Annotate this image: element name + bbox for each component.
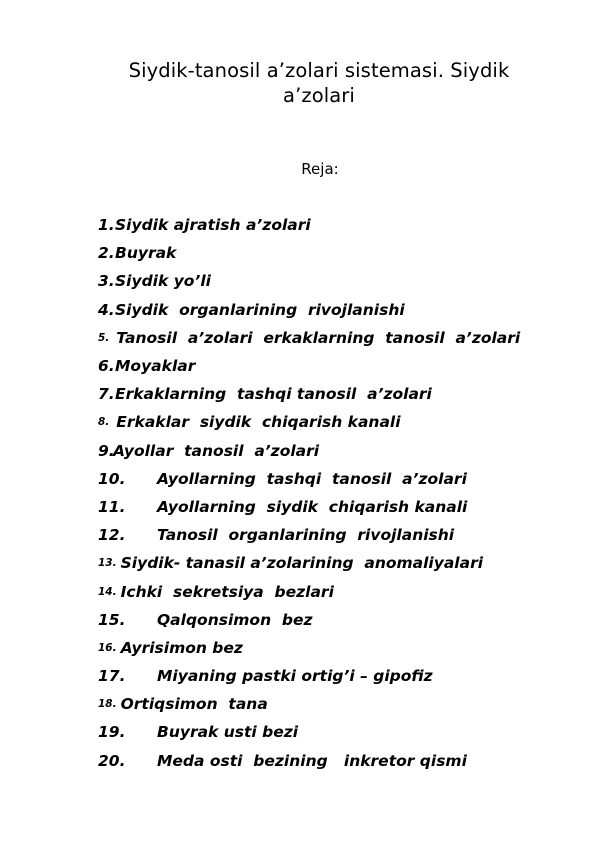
list-item bbox=[98, 549, 520, 577]
list-item bbox=[98, 211, 520, 239]
item-text: Siydik- tanasil a’zolarining anomaliyalari bbox=[120, 554, 484, 573]
list-item bbox=[98, 437, 520, 465]
item-number: 7. bbox=[98, 385, 115, 404]
item-text: Ayollar tanosil a’zolari bbox=[113, 441, 320, 460]
plan-list bbox=[98, 211, 520, 775]
item-number: 3. bbox=[98, 272, 115, 291]
item-number: 6. bbox=[98, 357, 115, 376]
list-item bbox=[98, 352, 520, 380]
item-number: 15. bbox=[98, 610, 126, 629]
list-item bbox=[98, 690, 520, 718]
item-number: 18. bbox=[98, 698, 117, 711]
list-item bbox=[98, 465, 520, 493]
list-item bbox=[98, 634, 520, 662]
list-item bbox=[98, 747, 520, 775]
item-number: 19. bbox=[98, 723, 126, 742]
list-item bbox=[98, 521, 520, 549]
item-text: Siydik yo’li bbox=[115, 272, 211, 291]
plan-heading: Reja: bbox=[301, 160, 339, 178]
item-text: Tanosil a’zolari erkaklarning tanosil a’zolari bbox=[116, 328, 521, 347]
list-item bbox=[98, 577, 520, 605]
item-text: Buyrak bbox=[115, 244, 177, 263]
item-number: 2. bbox=[98, 244, 115, 263]
item-text: Siydik organlarining rivojlanishi bbox=[115, 300, 405, 319]
list-item bbox=[98, 408, 520, 436]
item-text: Miyaning pastki ortig’i – gipofiz bbox=[157, 667, 433, 686]
item-number: 20. bbox=[98, 751, 126, 770]
item-number: 5. bbox=[98, 331, 110, 344]
item-text: Siydik ajratish a’zolari bbox=[115, 216, 311, 235]
list-item bbox=[98, 324, 520, 352]
document-title: Siydik-tanosil a’zolari sistemasi. Siydik a’zolari bbox=[128, 59, 510, 107]
item-number: 14. bbox=[98, 585, 117, 598]
list-item bbox=[98, 718, 520, 746]
item-number: 17. bbox=[98, 667, 126, 686]
item-text: Ayollarning tashqi tanosil a’zolari bbox=[157, 469, 467, 488]
item-number: 8. bbox=[98, 416, 110, 429]
list-item bbox=[98, 662, 520, 690]
item-number: 12. bbox=[98, 526, 126, 545]
item-text: Erkaklarning tashqi tanosil a’zolari bbox=[115, 385, 432, 404]
item-text: Qalqonsimon bez bbox=[157, 610, 313, 629]
list-item bbox=[98, 239, 520, 267]
item-text: Ichki sekretsiya bezlari bbox=[120, 582, 334, 601]
list-item bbox=[98, 493, 520, 521]
item-text: Erkaklar siydik chiqarish kanali bbox=[116, 413, 401, 432]
item-text: Ortiqsimon tana bbox=[120, 695, 268, 714]
list-item bbox=[98, 296, 520, 324]
item-number: 16. bbox=[98, 641, 117, 654]
item-text: Moyaklar bbox=[115, 357, 196, 376]
item-text: Ayrisimon bez bbox=[120, 638, 243, 657]
item-number: 4. bbox=[98, 300, 115, 319]
item-text: Meda osti bezining inkretor qismi bbox=[157, 751, 467, 770]
item-number: 9. bbox=[98, 441, 115, 460]
item-number: 13. bbox=[98, 557, 117, 570]
item-text: Ayollarning siydik chiqarish kanali bbox=[157, 497, 468, 516]
item-number: 11. bbox=[98, 497, 126, 516]
item-text: Tanosil organlarining rivojlanishi bbox=[157, 526, 455, 545]
item-number: 1. bbox=[98, 216, 115, 235]
item-text: Buyrak usti bezi bbox=[157, 723, 299, 742]
list-item bbox=[98, 380, 520, 408]
list-item bbox=[98, 267, 520, 295]
list-item bbox=[98, 606, 520, 634]
item-number: 10. bbox=[98, 469, 126, 488]
